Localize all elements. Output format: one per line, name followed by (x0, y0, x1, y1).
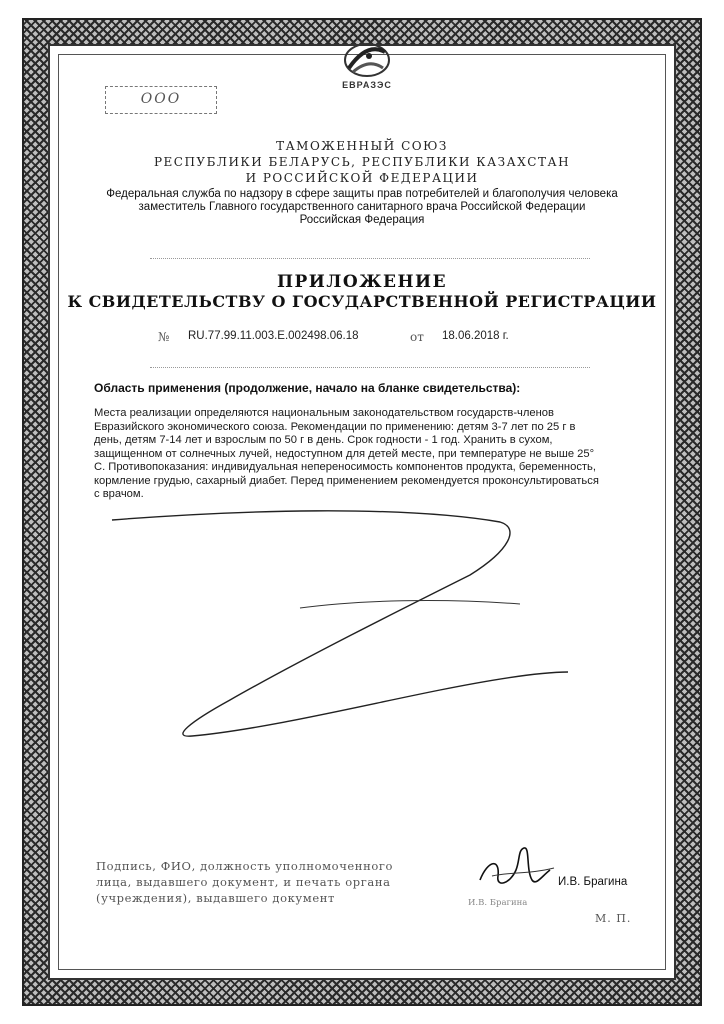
country-line: Российская Федерация (299, 214, 425, 226)
seal-placeholder: М. П. (595, 912, 632, 925)
page-title: ПРИЛОЖЕНИЕ (276, 272, 448, 292)
registration-date: 18.06.2018 г. (442, 330, 509, 342)
scope-line: день, детям 7-14 лет и взрослым по 50 г в день. Срок годности - 1 год. Хранить в сухом, (94, 434, 553, 446)
scope-line: С. Противопоказания: индивидуальная непереносимость компонентов продукта, беременность, (94, 461, 596, 473)
republics-line: РЕСПУБЛИКИ БЕЛАРУСЬ, РЕСПУБЛИКИ КАЗАХСТАН (153, 155, 571, 169)
scope-line: Места реализации определяются национальным законодательством государств-членов (94, 407, 554, 419)
scope-line: защищенном от солнечных лучей, недоступном для детей месте, при температуре не выше 25° (94, 447, 595, 460)
customs-union-line: ТАМОЖЕННЫЙ СОЮЗ (276, 139, 448, 153)
deputy-line: заместитель Главного государственного санитарного врача Российской Федерации (138, 201, 586, 213)
handwritten-signature (470, 840, 560, 900)
scope-line: Евразийского экономического союза. Рекомендации по применению: детям 3-7 лет по 25 г в (94, 420, 576, 433)
date-mark: от (410, 330, 424, 344)
signer-name: И.В. Брагина (558, 876, 628, 888)
page-subtitle: К СВИДЕТЕЛЬСТВУ О ГОСУДАРСТВЕННОЙ РЕГИСТРАЦИИ (67, 292, 657, 311)
russia-line: И РОССИЙСКОЙ ФЕДЕРАЦИИ (245, 171, 479, 185)
serial-number: ООО (105, 86, 217, 114)
signature-field-label: Подпись, ФИО, должность уполномоченного лица, выдавшего документ, и печать органа (учреждения), выдавшего документ (96, 859, 394, 905)
scope-title: Область применения (продолжение, начало на бланке свидетельства): (94, 381, 521, 395)
scope-line: кормление грудью, сахарный диабет. Перед применением рекомендуется проконсультироваться (94, 474, 599, 487)
logo-caption: ЕВРАЗЭС (342, 80, 392, 90)
number-mark: № (158, 330, 170, 344)
service-line: Федеральная служба по надзору в сфере защиты прав потребителей и благополучия человека (106, 188, 618, 200)
registration-number: RU.77.99.11.003.Е.002498.06.18 (188, 330, 359, 342)
scope-line: с врачом. (94, 488, 144, 500)
stamp-caption: И.В. Брагина (468, 898, 528, 908)
